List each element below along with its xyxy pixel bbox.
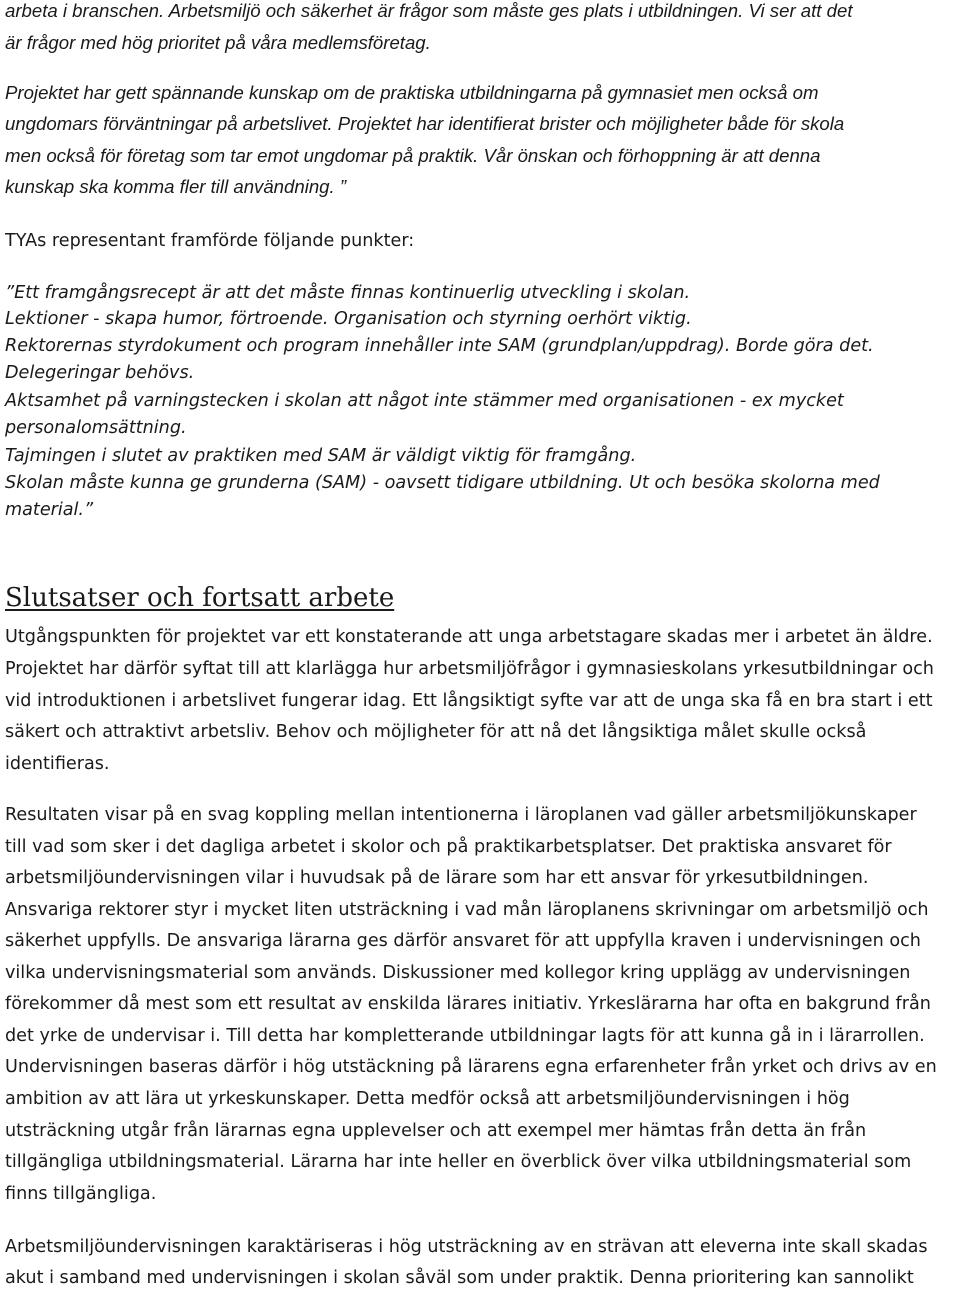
paragraph-line: förekommer då mest som ett resultat av enskilda lärares initiativ. Yrkeslärarna har ofta en bakgrund från	[5, 994, 931, 1014]
paragraph-line: finns tillgängliga.	[5, 1184, 157, 1204]
paragraph-line: utsträckning utgår från lärarnas egna upplevelser och att exempel mer hämtas från detta än från	[5, 1121, 867, 1141]
intro-line: arbeta i branschen. Arbetsmiljö och säkerhet är frågor som måste ges plats i utbildningen. Vi ser att det	[5, 0, 853, 21]
paragraph-line: identifieras.	[5, 754, 110, 774]
tya-point: Aktsamhet på varningstecken i skolan att något inte stämmer med organisationen - ex mycket	[5, 391, 844, 411]
tya-point: Delegeringar behövs.	[5, 363, 195, 383]
tya-point: ”Ett framgångsrecept är att det måste finnas kontinuerlig utveckling i skolan.	[5, 283, 691, 303]
tya-point: personalomsättning.	[5, 418, 187, 438]
paragraph-line: vid introduktionen i arbetslivet fungerar idag. Ett långsiktigt syfte var att de unga ska få en bra start i ett	[5, 691, 933, 711]
paragraph-line: Resultaten visar på en svag koppling mellan intentionerna i läroplanen vad gäller arbetsmiljökunskaper	[5, 805, 917, 825]
intro-line: kunskap ska komma fler till användning. ”	[5, 176, 347, 197]
paragraph-line: vilka undervisningsmaterial som används. Diskussioner med kollegor kring upplägg av undervisningen	[5, 963, 911, 983]
paragraph-line: tillgängliga utbildningsmaterial. Lärarna har inte heller en överblick över vilka utbildningsmaterial som	[5, 1152, 912, 1172]
section-heading: Slutsatser och fortsatt arbete	[5, 583, 395, 613]
paragraph-line: Ansvariga rektorer styr i mycket liten utsträckning i vad mån läroplanens skrivningar om arbetsmiljö och	[5, 900, 929, 920]
paragraph-line: Utgångspunkten för projektet var ett konstaterande att unga arbetstagare skadas mer i arbetet än äldre.	[5, 627, 933, 647]
paragraph-line: akut i samband med undervisningen i skolan såväl som under praktik. Denna prioritering kan sannolikt	[5, 1268, 914, 1288]
paragraph-line: säkerhet uppfylls. De ansvariga lärarna ges därför ansvaret för att uppfylla kraven i undervisningen och	[5, 931, 921, 951]
paragraph-line: Projektet har därför syftat till att klarlägga hur arbetsmiljöfrågor i gymnasieskolans yrkesutbildningar och	[5, 659, 934, 679]
paragraph-line: ambition av att lära ut yrkeskunskaper. Detta medför också att arbetsmiljöundervisningen i hög	[5, 1089, 850, 1109]
tya-point: Rektorernas styrdokument och program innehåller inte SAM (grundplan/uppdrag). Borde göra det.	[5, 336, 874, 356]
paragraph-line: Arbetsmiljöundervisningen karaktäriseras i hög utsträckning av en strävan att eleverna inte skall skadas	[5, 1237, 928, 1257]
intro-line: men också för företag som tar emot ungdomar på praktik. Vår önskan och förhoppning är att denna	[5, 145, 821, 166]
tya-point: material.”	[5, 500, 94, 520]
intro-line: ungdomars förväntningar på arbetslivet. Projektet har identifierat brister och möjligheter både för skola	[5, 113, 845, 134]
tya-point: Lektioner - skapa humor, förtroende. Organisation och styrning oerhört viktig.	[5, 309, 692, 329]
intro-line: är frågor med hög prioritet på våra medlemsföretag.	[5, 32, 431, 53]
paragraph-line: säkert och attraktivt arbetsliv. Behov och möjligheter för att nå det långsiktiga målet skulle också	[5, 722, 867, 742]
paragraph-line: till vad som sker i det dagliga arbetet i skolor och på praktikarbetsplatser. Det praktiska ansvaret för	[5, 837, 892, 857]
intro-line: Projektet har gett spännande kunskap om de praktiska utbildningarna på gymnasiet men också om	[5, 82, 819, 103]
paragraph-line: Undervisningen baseras därför i hög utstäckning på lärarens egna erfarenheter från yrket och drivs av en	[5, 1057, 937, 1077]
paragraph-line: det yrke de undervisar i. Till detta har kompletterande utbildningar lagts för att kunna gå in i lärarrollen.	[5, 1026, 925, 1046]
tya-point: Tajmingen i slutet av praktiken med SAM är väldigt viktig för framgång.	[5, 446, 637, 466]
tya-lead: TYAs representant framförde följande punkter:	[5, 231, 415, 251]
paragraph-line: arbetsmiljöundervisningen vilar i huvudsak på de lärare som har ett ansvar för yrkesutbildningen.	[5, 868, 869, 888]
tya-point: Skolan måste kunna ge grunderna (SAM) - oavsett tidigare utbildning. Ut och besöka skolorna med	[5, 473, 880, 493]
